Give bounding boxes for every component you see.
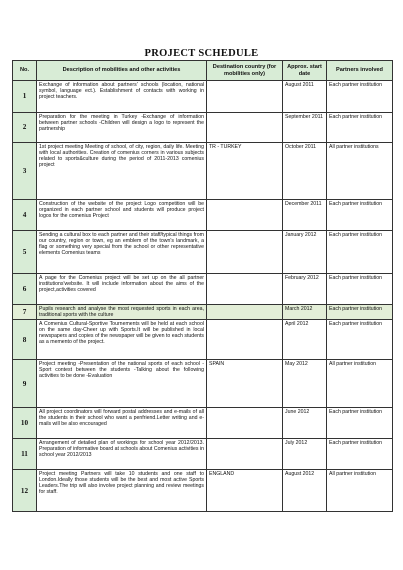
row-date: July 2012 <box>283 439 327 470</box>
row-number: 9 <box>13 360 37 408</box>
row-destination: ENGLAND <box>207 470 283 512</box>
row-destination <box>207 408 283 439</box>
row-description: Project meeting Partners will take 10 students and one staff to London.Ideally those students will be the best and most active Sports Leaders.The trip will also involve project planning and review meetings for staff. <box>37 470 207 512</box>
row-destination <box>207 439 283 470</box>
row-description: Arrangement of detailed plan of workings for school year 2012/2013. Preparation of informative board at schools about Comenius activities in school year 2012/2013 <box>37 439 207 470</box>
row-date: February 2012 <box>283 274 327 305</box>
row-partners: Each partner institution <box>327 81 393 113</box>
row-number: 7 <box>13 305 37 320</box>
row-number: 3 <box>13 143 37 200</box>
row-number: 4 <box>13 200 37 231</box>
row-number: 10 <box>13 408 37 439</box>
row-number: 6 <box>13 274 37 305</box>
table-row <box>13 200 393 231</box>
row-destination <box>207 113 283 143</box>
row-destination <box>207 231 283 274</box>
row-description: 1st project meeting Meeting of school, of city, region, daily life. Meeting with local authorities. Creation of comenius corners in various subjects related to sports&culture during the period of 2011-2013 comenius project <box>37 143 207 200</box>
row-date: August 2012 <box>283 470 327 512</box>
table-row <box>13 231 393 274</box>
row-partners: Each partner institution <box>327 274 393 305</box>
table-row <box>13 320 393 360</box>
row-date: December 2011 <box>283 200 327 231</box>
table-row <box>13 408 393 439</box>
row-date: September 2011 <box>283 113 327 143</box>
row-date: March 2012 <box>283 305 327 320</box>
row-partners: Each partner institution <box>327 200 393 231</box>
header-date: Approx. start date <box>283 61 327 81</box>
row-number: 5 <box>13 231 37 274</box>
page-title: PROJECT SCHEDULE <box>144 48 259 59</box>
table-row <box>13 81 393 113</box>
row-partners: Each partner institution <box>327 320 393 360</box>
row-date: April 2012 <box>283 320 327 360</box>
row-destination <box>207 274 283 305</box>
row-partners: All partner institutions <box>327 143 393 200</box>
row-number: 1 <box>13 81 37 113</box>
row-description: Construction of the website of the project Logo competition will be organized in each partner school and students will produce project logos for the comenius Project <box>37 200 207 231</box>
row-destination: SPAIN <box>207 360 283 408</box>
row-date: August 2011 <box>283 81 327 113</box>
row-description: Preparation for the meeting in Turkey -Exchange of information between partner schools -Children will design a logo to represent the partnership <box>37 113 207 143</box>
row-number: 8 <box>13 320 37 360</box>
row-description: Pupils research and analyse the most requested sports in each area, traditional sports with the culture <box>37 305 207 320</box>
row-partners: Each partner institution <box>327 231 393 274</box>
row-number: 2 <box>13 113 37 143</box>
header-no: No. <box>13 61 37 81</box>
header-partners: Partners involved <box>327 61 393 81</box>
schedule-table <box>12 60 393 512</box>
row-date: May 2012 <box>283 360 327 408</box>
table-row <box>13 143 393 200</box>
header-destination: Destination country (for mobilities only) <box>207 61 283 81</box>
row-date: January 2012 <box>283 231 327 274</box>
row-date: June 2012 <box>283 408 327 439</box>
header-description: Description of mobilities and other activities <box>37 61 207 81</box>
row-number: 12 <box>13 470 37 512</box>
row-date: October 2011 <box>283 143 327 200</box>
row-description: Exchange of information about partners' schools (location, national symbol, language ect.). Establishment of contacts with working in project teachers. <box>37 81 207 113</box>
table-row <box>13 305 393 320</box>
table-row <box>13 439 393 470</box>
row-partners: All partner institution <box>327 470 393 512</box>
table-row <box>13 274 393 305</box>
row-description: Project meeting -Presentation of the national sports of each school -Sport contest between the students -Talking about the following activities to be done -Evaluation <box>37 360 207 408</box>
row-partners: Each partner institution <box>327 305 393 320</box>
row-description: Sending a cultural box to each partner and their staff/typical things from our country, region or town, eg an emblem of the town's landmark, a flag or something very special from the school or other representative elements Comenius teams <box>37 231 207 274</box>
row-destination <box>207 305 283 320</box>
row-description: A Comenius Cultural-Sportive Tournements will be held at each school on the same day-Cheer up with Sports.It will be published in local newspapers and copies of the newspaper will be given to each students as a memento of the project. <box>37 320 207 360</box>
row-description: A page for the Comenius project will be set up on the all partner institutions'website. It will include information about the aims of the project,activities covered <box>37 274 207 305</box>
row-destination <box>207 320 283 360</box>
table-row <box>13 360 393 408</box>
row-destination <box>207 81 283 113</box>
row-partners: Each partner institution <box>327 408 393 439</box>
row-partners: All partner institution <box>327 360 393 408</box>
row-destination: TR - TURKEY <box>207 143 283 200</box>
row-destination <box>207 200 283 231</box>
row-partners: Each partner institution <box>327 113 393 143</box>
row-number: 11 <box>13 439 37 470</box>
row-description: All project coordinators will forward postal addresses and e-mails of all the students in their school who want a penfriend.Letter writing and e-mails will be also encouraged <box>37 408 207 439</box>
table-header-row <box>13 61 393 81</box>
table-row <box>13 470 393 512</box>
table-row <box>13 113 393 143</box>
row-partners: Each partner institution <box>327 439 393 470</box>
